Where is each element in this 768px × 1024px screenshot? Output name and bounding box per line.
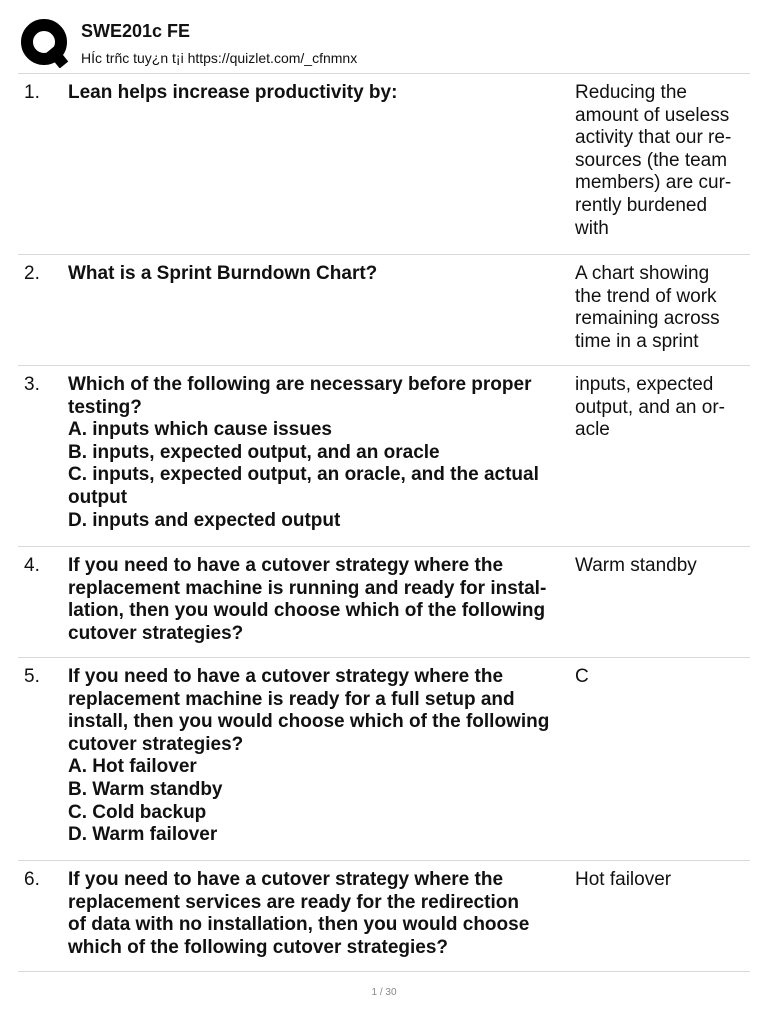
term-line: replacement services are ready for the redirection — [68, 891, 519, 913]
term-line: B. inputs, expected output, and an oracle — [68, 441, 440, 463]
definition-line: sources (the team — [575, 149, 728, 171]
card-definition — [575, 555, 747, 578]
card-definition — [575, 374, 747, 442]
definition-line: acle — [575, 419, 610, 441]
definition-line: Reducing the — [575, 82, 687, 103]
term-line: testing? — [68, 396, 142, 418]
term-line: Which of the following are necessary before proper — [68, 374, 532, 395]
card-definition — [575, 263, 747, 353]
term-line: of data with no installation, then you would choose — [68, 914, 530, 936]
definition-line: amount of useless — [575, 104, 730, 126]
definition-line: Warm standby — [575, 555, 697, 576]
card-definition — [575, 869, 747, 892]
term-line: D. inputs and expected output — [68, 509, 341, 531]
definition-line: the trend of work — [575, 285, 717, 307]
definition-line: A chart showing — [575, 263, 710, 284]
flashcard-row — [18, 255, 750, 366]
set-subtitle: HÍc trñc tuy¿n t¡i https://quizlet.com/_cfnmnx — [81, 50, 358, 66]
definition-line: time in a sprint — [575, 330, 699, 352]
term-line: A. inputs which cause issues — [68, 419, 332, 441]
card-number: 4. — [24, 555, 40, 576]
card-term — [68, 666, 572, 847]
term-line: install, then you would choose which of the following — [68, 711, 550, 733]
term-line: output — [68, 486, 128, 508]
definition-line: members) are cur- — [575, 172, 732, 194]
term-line: replacement machine is running and ready for instal- — [68, 577, 547, 599]
card-definition — [575, 82, 747, 240]
term-line: A. Hot failover — [68, 756, 197, 778]
card-term — [68, 555, 572, 645]
term-line: which of the following cutover strategies? — [68, 936, 449, 958]
definition-line: rently burdened — [575, 194, 708, 216]
flashcard-row — [18, 366, 750, 547]
card-term — [68, 374, 572, 532]
set-title: SWE201c FE — [81, 21, 191, 41]
flashcard-row — [18, 658, 750, 861]
definition-line: with — [575, 217, 609, 239]
quizlet-q-logo-icon — [20, 18, 70, 68]
flashcard-row — [18, 861, 750, 972]
term-line: Lean helps increase productivity by: — [68, 82, 398, 103]
card-term — [68, 263, 572, 286]
definition-line: inputs, expected — [575, 374, 714, 395]
card-number: 2. — [24, 263, 40, 284]
term-line: cutover strategies? — [68, 622, 244, 644]
flashcard-row — [18, 74, 750, 255]
definition-line: Hot failover — [575, 869, 672, 890]
term-line: What is a Sprint Burndown Chart? — [68, 263, 378, 284]
document-header — [18, 14, 750, 74]
definition-line: output, and an or- — [575, 396, 725, 418]
card-definition — [575, 666, 747, 689]
definition-line: remaining across — [575, 308, 720, 330]
card-number: 6. — [24, 869, 40, 890]
term-line: cutover strategies? — [68, 733, 244, 755]
card-term — [68, 869, 572, 959]
term-line: If you need to have a cutover strategy where the — [68, 869, 504, 890]
term-line: replacement machine is ready for a full setup and — [68, 688, 515, 710]
page-indicator: 1 / 30 — [371, 987, 397, 998]
flashcard-row — [18, 547, 750, 658]
term-line: B. Warm standby — [68, 778, 223, 800]
card-number: 1. — [24, 82, 40, 103]
term-line: If you need to have a cutover strategy where the — [68, 666, 504, 687]
card-number: 3. — [24, 374, 40, 395]
card-number: 5. — [24, 666, 40, 687]
definition-line: C — [575, 666, 589, 687]
term-line: D. Warm failover — [68, 824, 218, 846]
definition-line: activity that our re- — [575, 127, 732, 149]
term-line: C. inputs, expected output, an oracle, and the actual — [68, 464, 539, 486]
term-line: C. Cold backup — [68, 801, 207, 823]
term-line: lation, then you would choose which of the following — [68, 600, 546, 622]
card-term — [68, 82, 572, 105]
term-line: If you need to have a cutover strategy where the — [68, 555, 504, 576]
